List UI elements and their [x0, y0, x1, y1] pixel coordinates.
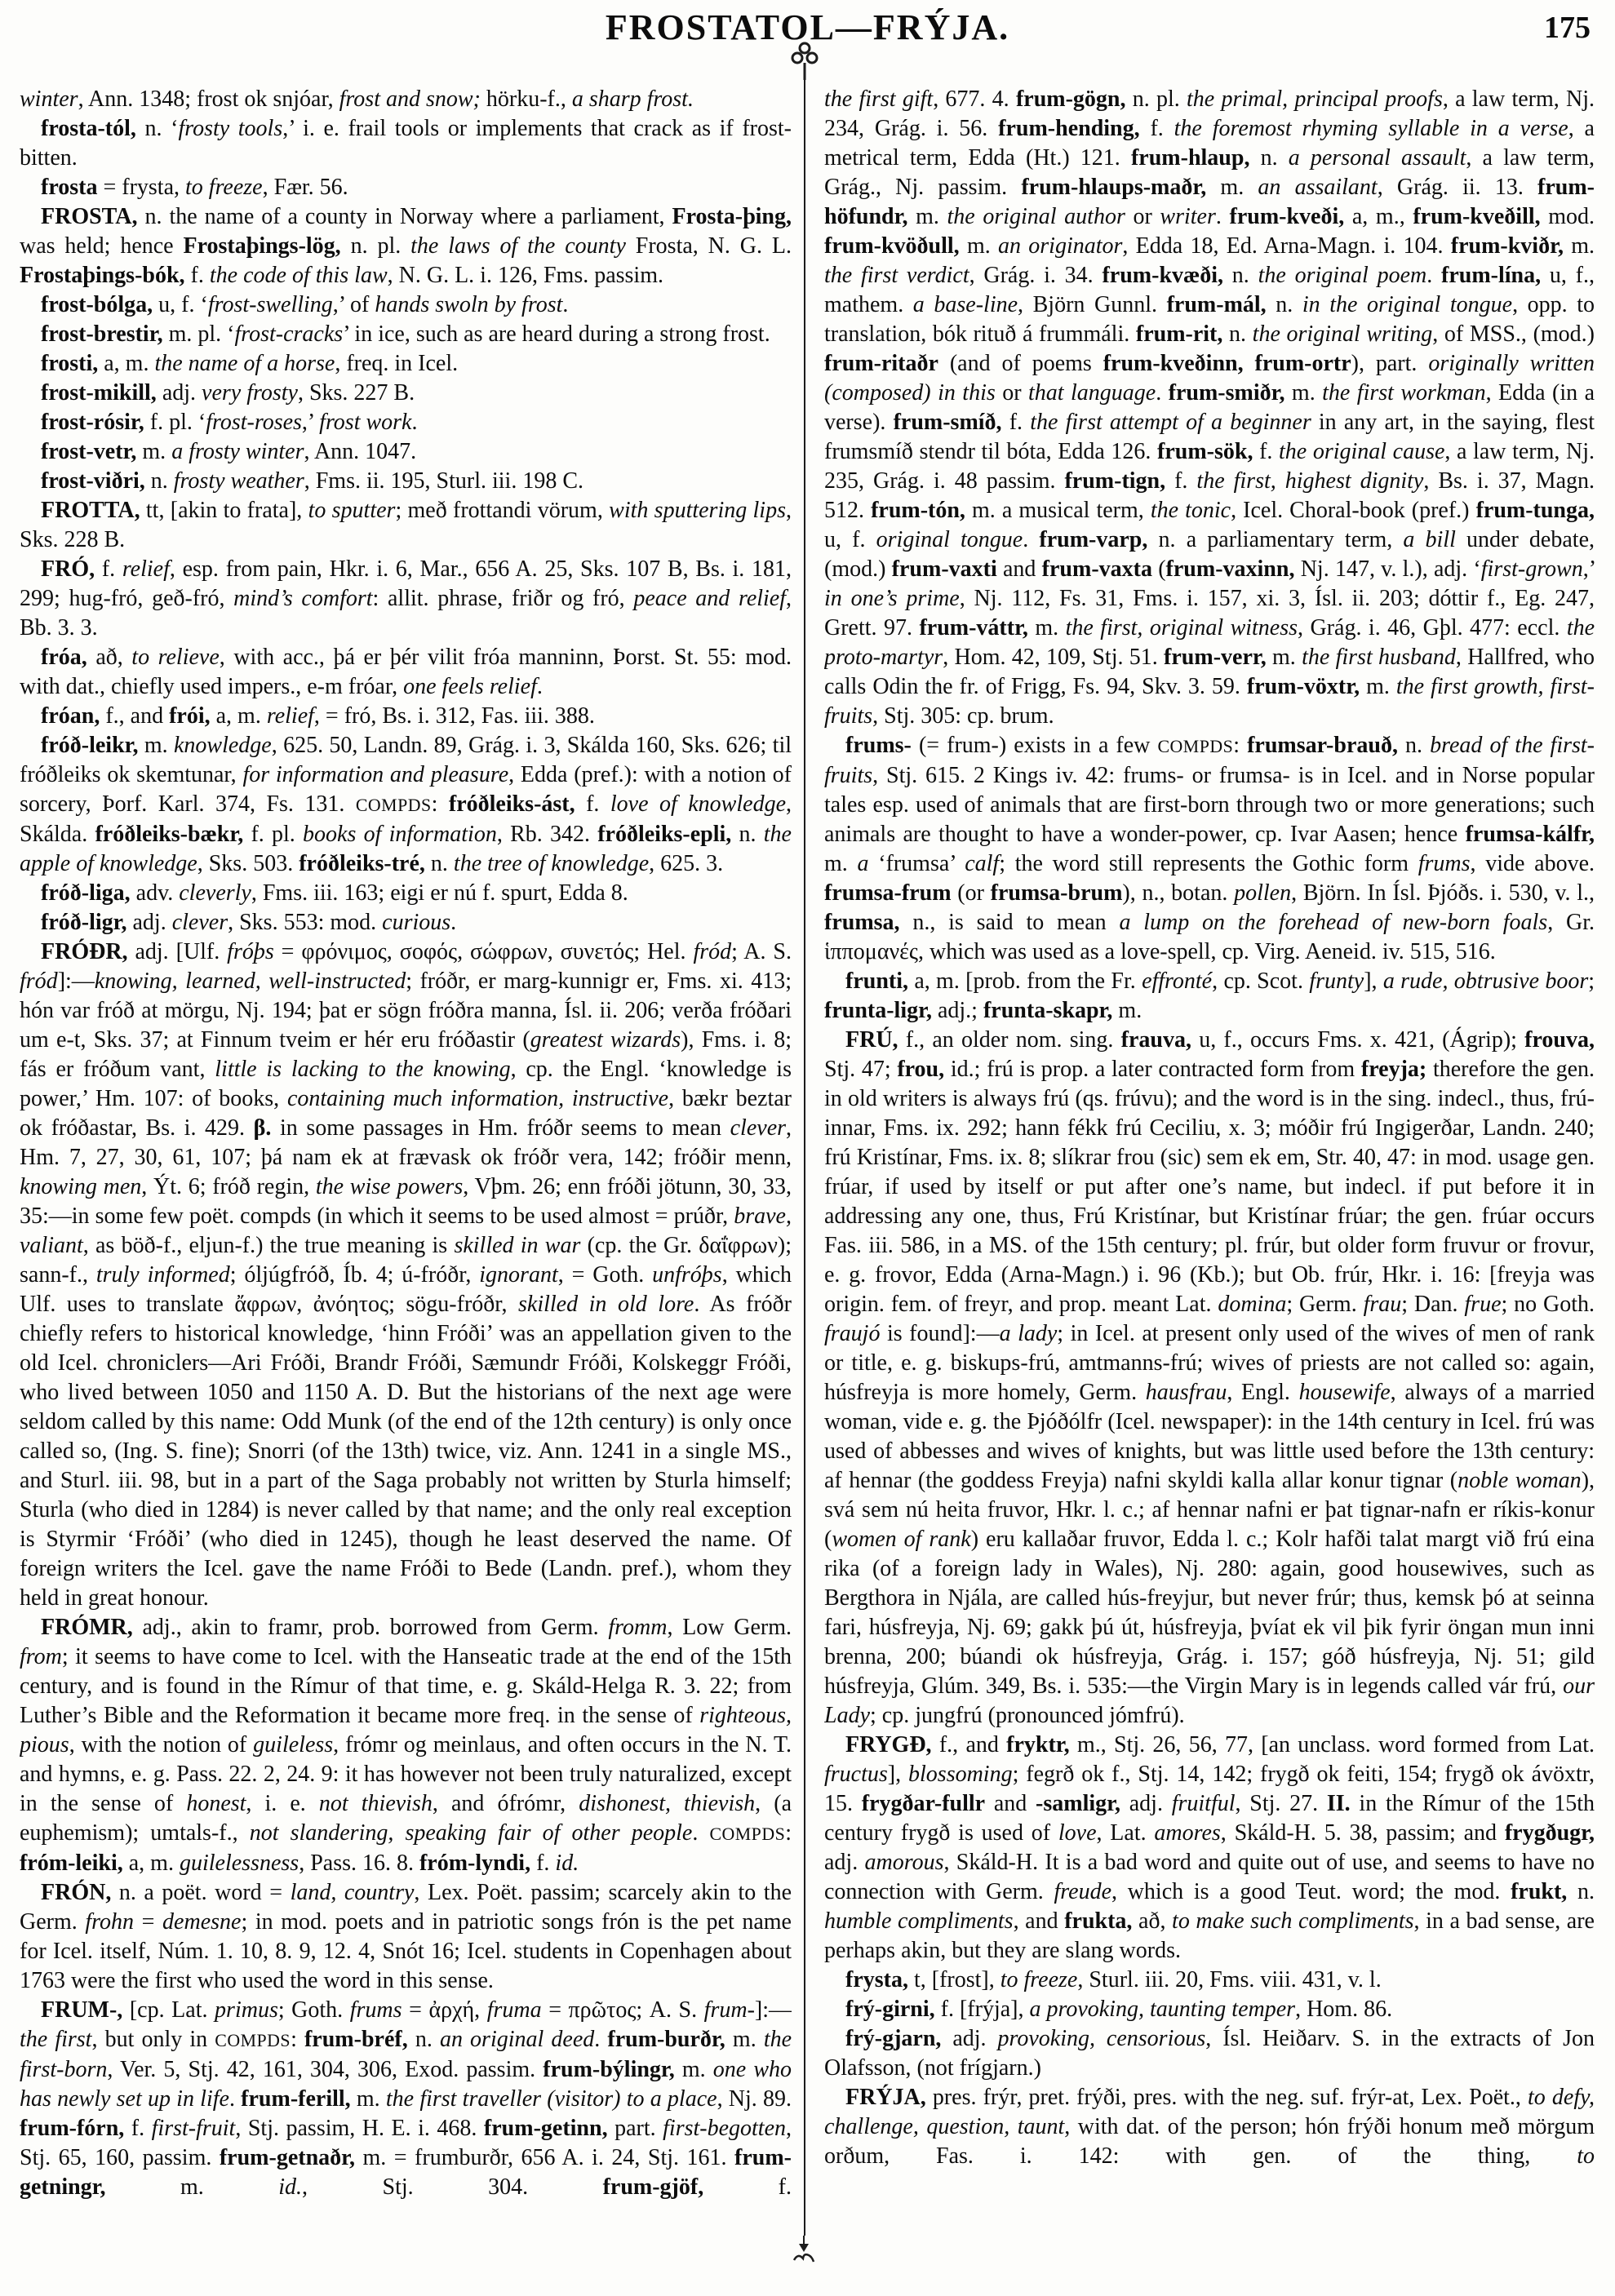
entry-FRU: FRÚ, f., an older nom. sing. frauva, u, f., occurs Fms. x. 421, (Ágrip); frouva, Stj. 47; frou, id.; frú is prop. a later contracted form from freyja; therefore the gen. in old writers is always frú (qs. frúvu); and the word is in the sing. indecl., thus, frú-innar, Fms. ix. 292; hann fékk frú Ceciliu, x. 3; móðir frú Ingigerðar, Landn. 240; frú Kristínar, Fms. ix. 8; slíkrar frou (sic) sem ek em, Str. 40, 47: in mod. usage gen. frúar, if used by itself or put after one’s name, but indecl. if put before it in addressing any one, thus, Frú Kristínar, but Kristínar frúar; the gen. frúar occurs Fas. iii. 586, in a MS. of the 15th century; pl. frúr, but older form fruvur or frovur, e. g. frovor, Edda (Arna-Magn.) i. 96 (Kb.); but Ob. frúr, Hkr. i. 16: [freyja was origin. fem. of freyr, and prop. meant Lat. domina; Germ. frau; Dan. frue; no Goth. fraujó is found]:—a lady; in Icel. at present only used of the wives of men of rank or title, e. g. biskups-frú, amtmanns-frú; wives of priests are not called so: again, húsfreyja is more homely, Germ. hausfrau, Engl. housewife, always of a married woman, vide e. g. the Þjóðólfr (Icel. newspaper): in the 14th century in Icel. frú was used of abbesses and wives of knights, but was little used before the 13th century: af hennar (the goddess Freyja) nafni skyldi kalla allar konur tignar (noble woman), svá sem nú heita fruvor, Hkr. l. c.; af hennar nafni er þat tignar-nafn er ríkis-konur (women of rank) eru kallaðar fruvor, Edda l. c.; Kolr hafði talat margt við frú eina rika (of a foreign lady in Wales), Nj. 280: again, good housewives, such as Bergthora in Njála, are called hús-freyjur, but never frúr; thus, kemsk þó at seinna fari, húsfreyja, Nj. 69; gakk þú út, húsfreyja, þvíat ek vil þik fyrir öngan mun inni brenna, 200; búandi ok húsfreyja, Grág. i. 157; góð húsfreyja, Nj. 51; gild húsfreyja, Glúm. 349, Bs. i. 535:—the Virgin Mary is in legends called vár frú, our Lady; cp. jungfrú (pronounced jómfrú). — [824, 1027, 1595, 1728]
entry-frost-rosir: frost-rósir, f. pl. ‘frost-roses,’ frost work. — [41, 410, 418, 435]
entry-frost-brestir: frost-brestir, m. pl. ‘frost-cracks’ in ice, such as are heard during a strong frost. — [41, 321, 770, 347]
entry-frosta: frosta = frysta, to freeze, Fær. 56. — [41, 175, 348, 200]
entry-FRYGD: FRYGÐ, f., and fryktr, m., Stj. 26, 56, 77, [an unclass. word formed from Lat. fructus], blossoming; fegrð ok f., Stj. 14, 142; frygð ok feiti, 154; frygð ok ávöxtr, 15. frygðar-fullr and -samligr, adj. fruitful, Stj. 27. II. in the Rímur of the 15th century frygð is used of love, Lat. amores, Skáld-H. 5. 38, passim; and frygðugr, adj. amorous, Skáld-H. It is a bad word and quite out of use, and seems to have no connection with Germ. freude, which is a good Teut. word; the mod. frukt, n. humble compliments, and frukta, að, to make such compliments, in a bad sense, are perhaps akin, but they are slang words. — [824, 1732, 1595, 1963]
entry-FROTTA: FROTTA, tt, [akin to frata], to sputter; með frottandi vörum, with sputtering lips, Sks. 228 B. — [20, 498, 792, 552]
entry-frod-ligr: fróð-ligr, adj. clever, Sks. 553: mod. curious. — [41, 910, 457, 935]
entry-frost-mikill: frost-mikill, adj. very frosty, Sks. 227 B. — [41, 380, 415, 406]
entry-frod-liga: fróð-liga, adv. cleverly, Fms. iii. 163; eigi er nú f. spurt, Edda 8. — [41, 880, 628, 906]
entry-FRUM: FRUM-, [cp. Lat. primus; Goth. frums = ἀρχή, fruma = πρῶτος; A. S. frum-]:—the first, but only in COMPDS: frum-bréf, n. an original deed. frum-burðr, m. the first-born, Ver. 5, Stj. 42, 161, 304, 306, Exod. passim. frum-býlingr, m. one who has newly set up in life. frum-ferill, m. the first traveller (visitor) to a place, Nj. 89. frum-fórn, f. first-fruit, Stj. passim, H. E. i. 468. frum-getinn, part. first-begotten, Stj. 65, 160, passim. frum-getnaðr, m. = frumburðr, 656 A. i. 24, Stj. 161. frum-getningr, m. id., Stj. 304. frum-gjöf, f. — [20, 1997, 792, 2200]
page-number: 175 — [1544, 11, 1591, 45]
entry-frysta: frysta, t, [frost], to freeze, Sturl. iii. 20, Fms. viii. 431, v. l. — [845, 1967, 1382, 1992]
entry-frost-vidri: frost-viðri, n. frosty weather, Fms. ii. 195, Sturl. iii. 198 C. — [41, 468, 584, 494]
entry-frosti: frosti, a, m. the name of a horse, freq. in Icel. — [41, 351, 459, 376]
right-column — [824, 85, 1595, 2171]
entry-frums: frums- (= frum-) exists in a few COMPDS: frumsar-brauð, n. bread of the first-fruits, Stj. 615. 2 Kings iv. 42: frums- or frumsa- is in Icel. and in Norse popular tales esp. used of animals that are first-born through two or more generations; such animals are thought to have a wonder-power, cp. Ivar Aasen; hence frumsa-kálfr, m. a ‘frumsa’ calf; the word still represents the Gothic form frums, vide above. frumsa-frum (or frumsa-brum), n., botan. pollen, Björn. In Ísl. Þjóðs. i. 530, v. l., frumsa, n., is said to mean a lump on the forehead of new-born foals, Gr. ἱππομανές, which was used as a love-spell, cp. Virg. Aeneid. iv. 515, 516. — [824, 733, 1595, 964]
flourish-ornament-icon — [786, 2236, 822, 2272]
entry-FRODR: FRÓÐR, adj. [Ulf. fróþs = φρόνιμος, σοφός, σώφρων, συνετός; Hel. fród; A. S. fród]:—knowing, learned, well-instructed; fróðr, er marg-kunnigr er, Fms. xi. 413; hón var fróð at mörgu, Nj. 194; þat er sögn fróðra manna, Ísl. ii. 206; verða fróðari um e-t, Sks. 37; at Finnum tveim er hér eru fróðastir (greatest wizards), Fms. i. 8; fás er fróðum vant, little is lacking to the knowing, cp. the Engl. ‘knowledge is power,’ Hm. 107: of books, containing much information, instructive, bækr beztar ok fróðastar, Bs. i. 429. β. in some passages in Hm. fróðr seems to mean clever, Hm. 7, 27, 30, 61, 107; þá nam ek at frævask ok fróðr vera, 142; fróðir menn, knowing men, Ýt. 6; fróð regin, the wise powers, Vþm. 26; enn fróði jötunn, 30, 33, 35:—in some few poët. compds (in which it seems to be used almost = prúðr, brave, valiant, as böð-f., eljun-f.) the true meaning is skilled in war (cp. the Gr. δαΐφρων); sann-f., truly informed; óljúgfróð, Íb. 4; ú-fróðr, ignorant, = Goth. unfróþs, which Ulf. uses to translate ἄφρων, ἀνόητος; sögu-fróðr, skilled in old lore. As fróðr chiefly refers to historical knowledge, ‘hinn Fróði’ was an appellation given to the old Icel. chroniclers—Ari Fróði, Brandr Fróði, Sæmundr Fróði, Kolskeggr Fróði, who lived between 1050 and 1150 A. D. But the historians of the next age were seldom called by this name: Odd Munk (of the end of the 12th century) is only once called so, (Ing. S. fine); Snorri (of the 13th) twice, viz. Ann. 1241 in a single MS., and Sturl. iii. 98, but in a part of the Saga probably not written by Sturla himself; Sturla (who died in 1284) is never called by that name; and the only real exception is Styrmir ‘Fróði’ (who died in 1245), though he least deserved the name. Of foreign writers the Icel. gave the name Fróði to Bede (Landn. pref.), whom they held in great honour. — [20, 939, 792, 1611]
left-column — [20, 85, 792, 2202]
entry-FROSTA: FROSTA, n. the name of a county in Norway where a parliament, Frosta-þing, was held; hence Frostaþings-lög, n. pl. the laws of the county Frosta, N. G. L. Frostaþings-bók, f. the code of this law, N. G. L. i. 126, Fms. passim. — [20, 204, 792, 288]
trefoil-ornament-icon — [788, 41, 821, 84]
entry-FROMR: FRÓMR, adj., akin to framr, prob. borrowed from Germ. fromm, Low Germ. from; it seems to have come to Icel. with the Hanseatic trade at the end of the 15th century, and is found in the Rímur of that time, e. g. Skáld-Helga R. 3. 22; from Luther’s Bible and the Reformation it became more freq. in the sense of righteous, pious, with the notion of guileless, frómr og meinlaus, and often occurs in the N. T. and hymns, e. g. Pass. 22. 2, 24. 9: it has however not been truly naturalized, except in the sense of honest, i. e. not thievish, and ófrómr, dishonest, thievish, (a euphemism); umtals-f., not slandering, speaking fair of other people. COMPDS: fróm-leiki, a, m. guilelessness, Pass. 16. 8. fróm-lyndi, f. id. — [20, 1615, 792, 1876]
entry-froan: fróan, f., and frói, a, m. relief, = fró, Bs. i. 312, Fas. iii. 388. — [41, 703, 595, 729]
entry-froa: fróa, að, to relieve, with acc., þá er þér vilit fróa manninn, Þorst. St. 55: mod. with dat., chiefly used impers., e-m fróar, one feels relief. — [20, 645, 792, 699]
entry-fry-gjarn: frý-gjarn, adj. provoking, censorious, Ísl. Heiðarv. S. in the extracts of Jon Olafsson, (not frígjarn.) — [824, 2026, 1595, 2081]
entry-FRYJA: FRÝJA, pres. frýr, pret. frýði, pres. with the neg. suf. frýr-at, Lex. Poët., to defy, challenge, question, taunt, with dat. of the person; hón frýði honum með mörgum orðum, Fas. i. 142: with gen. of the thing, to — [824, 2085, 1595, 2169]
entry-FRO: FRÓ, f. relief, esp. from pain, Hkr. i. 6, Mar., 656 A. 25, Sks. 107 B, Bs. i. 181, 299; hug-fró, geð-fró, mind’s comfort: allit. phrase, friðr og fró, peace and relief, Bb. 3. 3. — [20, 556, 792, 640]
entry-fry-girni: frý-girni, f. [frýja], a provoking, taunting temper, Hom. 86. — [845, 1997, 1393, 2022]
entry-continuation-frum-gjof: the first gift, 677. 4. frum-gögn, n. pl. the primal, principal proofs, a law term, Nj. 234, Grág. i. 56. frum-hending, f. the foremost rhyming syllable in a verse, a metrical term, Edda (Ht.) 121. frum-hlaup, n. a personal assault, a law term, Grág., Nj. passim. frum-hlaups-maðr, m. an assailant, Grág. ii. 13. frum-höfundr, m. the original author or writer. frum-kveði, a, m., frum-kveðill, mod. frum-kvöðull, m. an originator, Edda 18, Ed. Arna-Magn. i. 104. frum-kviðr, m. the first verdict, Grág. i. 34. frum-kvæði, n. the original poem. frum-lína, u, f., mathem. a base-line, Björn Gunnl. frum-mál, n. in the original tongue, opp. to translation, bók rituð á frummáli. frum-rit, n. the original writing, of MSS., (mod.) frum-ritaðr (and of poems frum-kveðinn, frum-ortr), part. originally written (composed) in this or that language. frum-smiðr, m. the first workman, Edda (in a verse). frum-smíð, f. the first attempt of a beginner in any art, in the saying, flest frumsmíð stendr til bóta, Edda 126. frum-sök, f. the original cause, a law term, Nj. 235, Grág. i. 48 passim. frum-tign, f. the first, highest dignity, Bs. i. 37, Magn. 512. frum-tón, m. a musical term, the tonic, Icel. Choral-book (pref.) frum-tunga, u, f. original tongue. frum-varp, n. a parliamentary term, a bill under debate, (mod.) frum-vaxti and frum-vaxta (frum-vaxinn, Nj. 147, v. l.), adj. ‘first-grown,’ in one’s prime, Nj. 112, Fs. 31, Fms. i. 157, xi. 3, Ísl. ii. 203; dóttir f., Eg. 247, Grett. 97. frum-váttr, m. the first, original witness, Grág. i. 46, Gþl. 477: eccl. the proto-martyr, Hom. 42, 109, Stj. 51. frum-verr, m. the first husband, Hallfred, who calls Odin the fr. of Frigg, Fs. 94, Skv. 3. 59. frum-vöxtr, m. the first growth, first-fruits, Stj. 305: cp. brum. — [824, 86, 1595, 729]
entry-frod-leikr: fróð-leikr, m. knowledge, 625. 50, Landn. 89, Grág. i. 3, Skálda 160, Sks. 626; til fróðleiks ok skemtunar, for information and pleasure, Edda (pref.): with a notion of sorcery, Þorf. Karl. 374, Fs. 131. COMPDS: fróðleiks-ást, f. love of knowledge, Skálda. fróðleiks-bækr, f. pl. books of information, Rb. 342. fróðleiks-epli, n. the apple of knowledge, Sks. 503. fróðleiks-tré, n. the tree of knowledge, 625. 3. — [20, 733, 792, 876]
entry-frost-bolga: frost-bólga, u, f. ‘frost-swelling,’ of hands swoln by frost. — [41, 292, 569, 317]
entry-frost-vetr: frost-vetr, m. a frosty winter, Ann. 1047. — [41, 439, 417, 464]
page-header-title: FROSTATOL—FRÝJA. — [605, 7, 1010, 47]
entry-frosta-tol: frosta-tól, n. ‘frosty tools,’ i. e. frail tools or implements that crack as if frost-bitten. — [20, 116, 792, 171]
entry-frunti: frunti, a, m. [prob. from the Fr. effronté, cp. Scot. frunty], a rude, obtrusive boor; frunta-ligr, adj.; frunta-skapr, m. — [824, 968, 1595, 1023]
column-divider-rule — [804, 80, 805, 2236]
entry-FRON: FRÓN, n. a poët. word = land, country, Lex. Poët. passim; scarcely akin to the Germ. frohn = demesne; in mod. poets and in patriotic songs frón is the pet name for Icel. itself, Núm. 1. 10, 8. 9, 12. 4, Snót 16; Icel. students in Copenhagen about 1763 were the first who used the word in this sense. — [20, 1880, 792, 1993]
entry-continuation-winter: winter, Ann. 1348; frost ok snjóar, frost and snow; hörku-f., a sharp frost. — [20, 86, 694, 112]
